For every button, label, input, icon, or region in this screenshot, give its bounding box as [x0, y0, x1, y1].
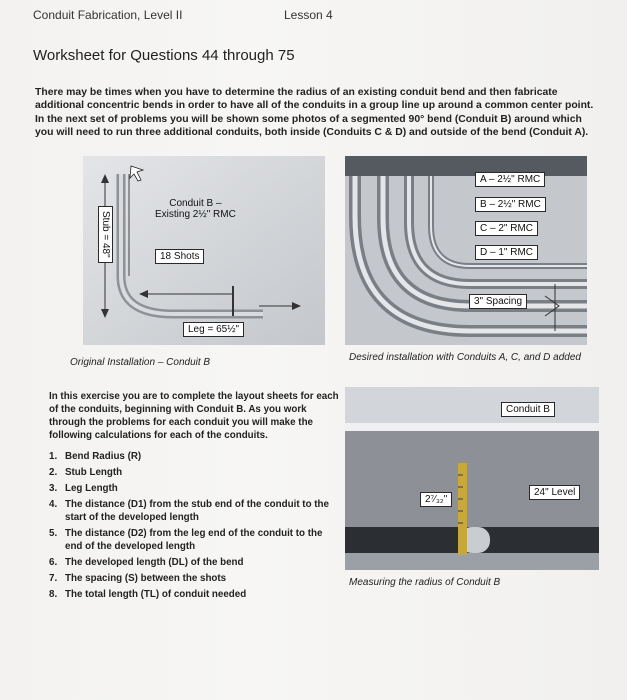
- leg-label: Leg = 65½": [183, 322, 244, 337]
- list-item: [49, 588, 339, 601]
- page-title: Worksheet for Questions 44 through 75: [33, 47, 295, 64]
- measuring-radius-photo: [345, 387, 599, 570]
- intro-paragraph: There may be times when you have to determine the radius of an existing conduit bend and then fabricate additional concentric bends in order to have all of the conduits in a group line up around a common center point. In the next set of problems you will be shown some photos of a segmented 90° bend (Conduit B) around which you will need to run three additional conduits, both inside (Conduits C & D) and outside of the bend (Conduit A).: [35, 87, 594, 139]
- list-item: [49, 482, 339, 495]
- step-text: The distance (D2) from the leg end of the conduit to the end of the developed length: [65, 528, 323, 552]
- spacing-label: 3" Spacing: [469, 294, 527, 309]
- figure3-caption: Measuring the radius of Conduit B: [349, 577, 501, 588]
- step-number: 1.: [49, 451, 58, 462]
- original-installation-photo: [83, 156, 325, 345]
- step-text: Stub Length: [65, 467, 123, 478]
- conduit-c-label: C – 2" RMC: [475, 221, 538, 236]
- level-label: 24" Level: [529, 485, 580, 500]
- list-item: [49, 572, 339, 585]
- list-item: [49, 498, 339, 524]
- shots-label: 18 Shots: [155, 249, 204, 264]
- conduit-d-label: D – 1" RMC: [475, 245, 538, 260]
- figure1-caption: Original Installation – Conduit B: [70, 357, 211, 368]
- step-text: Leg Length: [65, 483, 118, 494]
- step-text: The distance (D1) from the stub end of the conduit to the start of the developed length: [65, 499, 329, 523]
- figure2-caption: Desired installation with Conduits A, C, and D added: [349, 352, 581, 363]
- calculation-steps-list: [49, 450, 339, 604]
- level-measurement-illustration: [345, 387, 599, 570]
- exercise-paragraph: In this exercise you are to complete the layout sheets for each of the conduits, beginning with Conduit B. As you work through the problems for each conduit you will make the following calculations for each of the conduits.: [49, 391, 339, 441]
- step-number: 5.: [49, 528, 58, 539]
- step-text: The total length (TL) of conduit needed: [65, 589, 247, 600]
- stub-label: Stub = 48": [98, 206, 113, 263]
- step-text: Bend Radius (R): [65, 451, 142, 462]
- conduit-b-rmc-label: B – 2½" RMC: [475, 197, 546, 212]
- list-item: [49, 556, 339, 569]
- step-number: 2.: [49, 467, 58, 478]
- list-item: [49, 466, 339, 479]
- step-number: 8.: [49, 589, 58, 600]
- desired-installation-photo: [345, 156, 587, 345]
- step-number: 3.: [49, 483, 58, 494]
- list-item: [49, 450, 339, 463]
- step-text: The spacing (S) between the shots: [65, 573, 227, 584]
- step-number: 4.: [49, 499, 58, 510]
- conduit-b-tag: Conduit B: [501, 402, 555, 417]
- conduit-b-line2: Existing 2½" RMC: [155, 209, 236, 220]
- concentric-bends-illustration: [345, 156, 587, 345]
- step-number: 6.: [49, 557, 58, 568]
- lesson-header: Lesson 4: [284, 8, 333, 22]
- conduit-b-line1: Conduit B –: [169, 198, 222, 209]
- conduit-a-label: A – 2½" RMC: [475, 172, 545, 187]
- measure-label: 2⁷⁄₃₂": [420, 492, 452, 507]
- conduit-b-label: [155, 198, 236, 220]
- step-number: 7.: [49, 573, 58, 584]
- step-text: The developed length (DL) of the bend: [65, 557, 244, 568]
- list-item: [49, 527, 339, 553]
- course-header: Conduit Fabrication, Level II: [33, 8, 183, 22]
